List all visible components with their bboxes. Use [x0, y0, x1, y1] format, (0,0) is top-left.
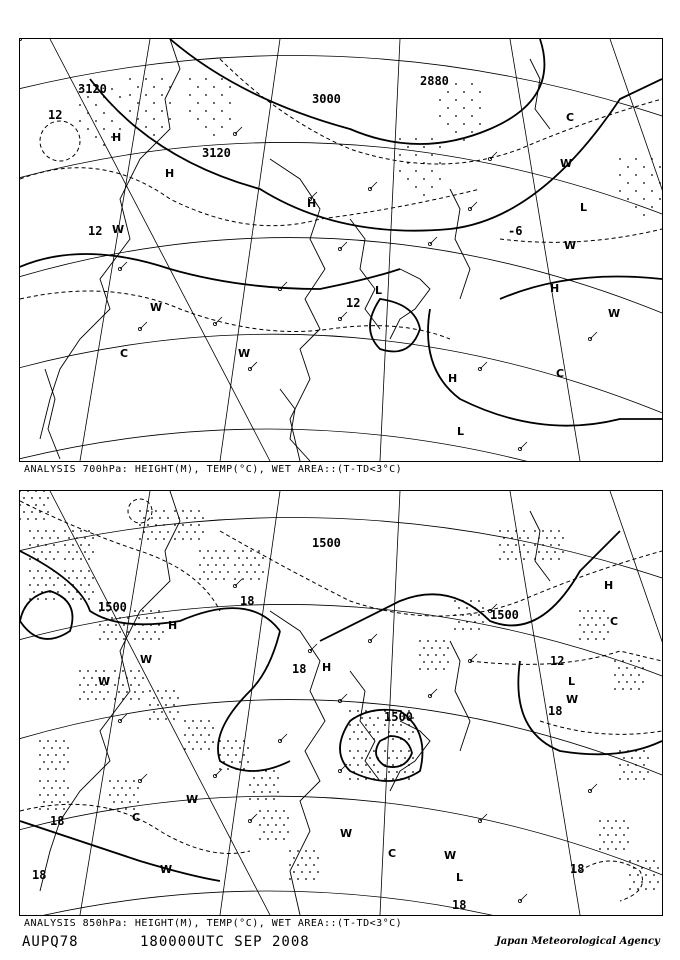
map-700hpa [20, 39, 662, 461]
height-label-1500b: 1500 [312, 536, 341, 550]
center-w-6: W [560, 157, 573, 170]
valid-time: 180000UTC SEP 2008 [140, 934, 310, 950]
temp-label-12c: 12 [346, 296, 361, 310]
center-l-3: L [457, 425, 465, 438]
center-h-2: H [322, 661, 332, 674]
height-label-3120a: 3120 [78, 82, 107, 96]
height-label-1500c: 1500 [490, 608, 519, 622]
center-w-3: W [238, 347, 251, 360]
station-plots [20, 39, 597, 451]
chart-panel-850hpa [19, 490, 663, 916]
height-label-1500d: 1500 [384, 710, 413, 724]
center-w-4: W [564, 239, 577, 252]
center-h-5: H [448, 372, 458, 385]
height-label-1500a: 1500 [98, 600, 127, 614]
coastlines [40, 491, 550, 915]
height-label-3000: 3000 [312, 92, 341, 106]
center-c-2: C [610, 615, 619, 628]
chart-code: AUPQ78 [22, 934, 79, 950]
center-h-2: H [165, 167, 175, 180]
center-h-1: H [168, 619, 178, 632]
center-w-6: W [160, 863, 173, 876]
temp-label-18a: 18 [240, 594, 255, 608]
height-label-2880: 2880 [420, 74, 449, 88]
wet-area-stipple [79, 78, 661, 216]
center-h-3: H [307, 197, 317, 210]
center-c-3: C [556, 367, 565, 380]
coastlines [40, 39, 550, 461]
center-c-1: C [132, 811, 141, 824]
temperature-isotherms [20, 59, 662, 339]
center-h-4: H [550, 282, 560, 295]
latitude-lines [20, 518, 662, 915]
center-w-2: W [150, 301, 163, 314]
station-plots [118, 579, 597, 903]
temp-label-12b: 12 [88, 224, 103, 238]
center-w-7: W [566, 693, 579, 706]
center-w-2: W [140, 653, 153, 666]
map-850hpa [20, 491, 662, 915]
caption-700hpa: ANALYSIS 700hPa: HEIGHT(M), TEMP(°C), WET AREA::(T-TD<3°C) [24, 464, 403, 475]
temp-label-18b: 18 [292, 662, 307, 676]
temp-label-18c: 18 [50, 814, 65, 828]
center-h-1: H [112, 131, 122, 144]
center-w-5: W [444, 849, 457, 862]
temp-label-minus6: -6 [508, 224, 523, 238]
center-w-5: W [608, 307, 621, 320]
center-w-1: W [112, 223, 125, 236]
center-c-3: C [388, 847, 397, 860]
center-l-2: L [456, 871, 464, 884]
caption-850hpa: ANALYSIS 850hPa: HEIGHT(M), TEMP(°C), WET AREA::(T-TD<3°C) [24, 918, 403, 929]
center-l-1: L [580, 201, 588, 214]
temp-label-12: 12 [550, 654, 565, 668]
agency-credit: Japan Meteorological Agency [496, 936, 660, 947]
center-w-3: W [186, 793, 199, 806]
temp-label-18d: 18 [32, 868, 47, 882]
center-c-2: C [120, 347, 129, 360]
center-l-2: L [375, 284, 383, 297]
temp-label-18g: 18 [452, 898, 467, 912]
center-c-1: C [566, 111, 575, 124]
center-h-3: H [604, 579, 614, 592]
height-label-3120b: 3120 [202, 146, 231, 160]
center-l-1: L [568, 675, 576, 688]
chart-panel-700hpa [19, 38, 663, 462]
center-w-1: W [98, 675, 111, 688]
temp-label-12a: 12 [48, 108, 63, 122]
temp-label-18f: 18 [570, 862, 585, 876]
temp-label-18e: 18 [548, 704, 563, 718]
center-w-4: W [340, 827, 353, 840]
